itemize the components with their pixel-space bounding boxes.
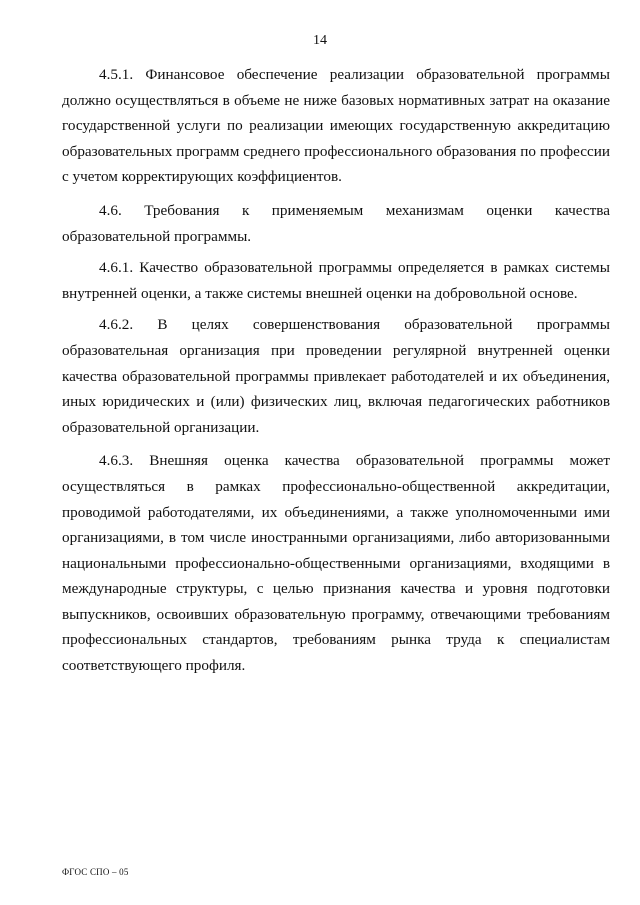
paragraph-4-5-1: 4.5.1. Финансовое обеспечение реализации образовательной программы должно осуществляться в объеме не ниже базовых нормативных затрат на оказание государственной услуги по реализации имеющих государственную аккредитацию образовательных программ среднего профессионального образования по профессии с учетом корректирующих коэффициентов. <box>62 66 610 186</box>
paragraph-4-6-3: 4.6.3. Внешняя оценка качества образовательной программы может осуществляться в рамках профессионально-общественной аккредитации, проводимой работодателями, их объединениями, а также уполномоченными ими организациями, в том числе иностранными организациями, либо авторизованными национальными профессионально-общественными организациями, входящими в международные структуры, с целью признания качества и уровня подготовки выпускников, освоивших образовательную программу, отвечающими требованиям профессиональных стандартов, требованиям рынка труда к специалистам соответствующего профиля. <box>62 452 610 675</box>
page-number: 14 <box>313 33 327 48</box>
document-body <box>62 62 610 687</box>
paragraph-4-6-2: 4.6.2. В целях совершенствования образовательной программы образовательная организация при проведении регулярной внутренней оценки качества образовательной программы привлекает работодателей и их объединения, иных юридических и (или) физических лиц, включая педагогических работников образовательной организации. <box>62 316 610 436</box>
paragraph-4-6: 4.6. Требования к применяемым механизмам оценки качества образовательной программы. <box>62 201 610 245</box>
document-footer: ФГОС СПО – 05 <box>62 867 129 877</box>
paragraph-4-6-1: 4.6.1. Качество образовательной программы определяется в рамках системы внутренней оценки, а также системы внешней оценки на добровольной основе. <box>62 259 610 302</box>
